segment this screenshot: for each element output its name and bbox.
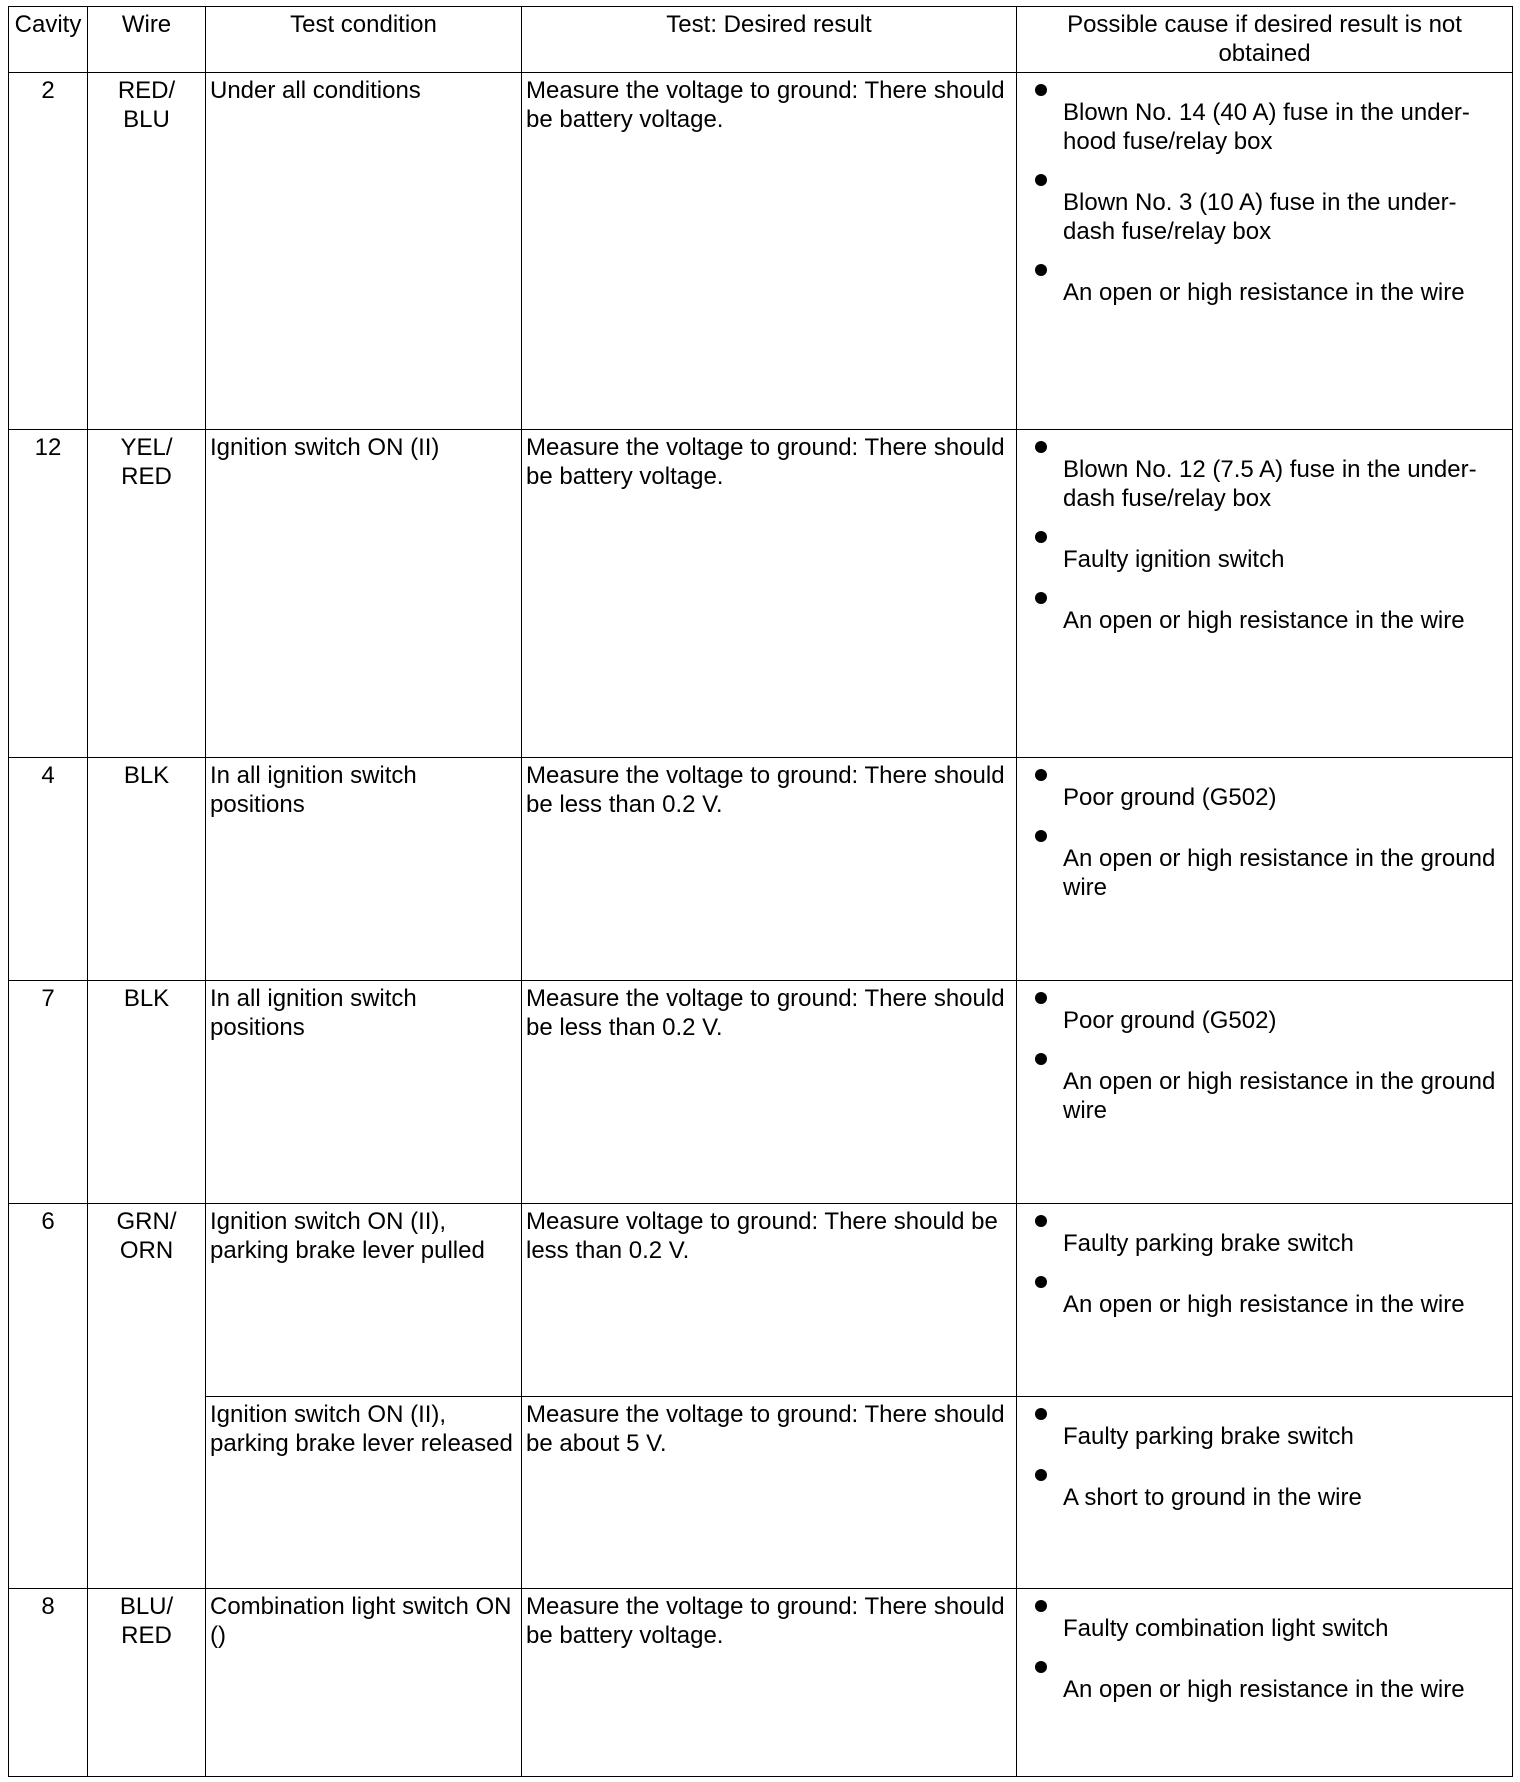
table-row (9, 981, 1513, 1204)
cause-item (1021, 1592, 1508, 1643)
cause-item (1021, 1653, 1508, 1704)
cause-item (1021, 1207, 1508, 1258)
condition-cell: Ignition switch ON (II) (206, 430, 522, 758)
cavity-cell: 4 (9, 758, 88, 981)
cause-text: Faulty ignition switch (1063, 546, 1285, 573)
wire-cell: YEL/ RED (88, 430, 206, 758)
wire-cell: BLU/ RED (88, 1589, 206, 1777)
result-cell: Measure the voltage to ground: There should be battery voltage. (522, 73, 1017, 430)
result-cell: Measure the voltage to ground: There should be less than 0.2 V. (522, 981, 1017, 1204)
bullet-icon (1021, 433, 1035, 455)
cause-cell (1017, 1204, 1513, 1397)
table-row (9, 1204, 1513, 1397)
cause-text: A short to ground in the wire (1063, 1484, 1362, 1511)
cause-cell (1017, 758, 1513, 981)
cause-item (1021, 166, 1508, 246)
result-cell: Measure the voltage to ground: There should be about 5 V. (522, 1397, 1017, 1589)
cause-item (1021, 1461, 1508, 1512)
cause-text: An open or high resistance in the ground wire (1063, 845, 1496, 901)
cause-text: Faulty combination light switch (1063, 1615, 1389, 1642)
cause-item (1021, 1045, 1508, 1125)
cause-item (1021, 256, 1508, 307)
cavity-cell: 8 (9, 1589, 88, 1777)
bullet-icon (1021, 76, 1035, 98)
bullet-icon (1021, 1268, 1035, 1290)
bullet-icon (1021, 1045, 1035, 1067)
header-possible-cause: Possible cause if desired result is not obtained (1017, 7, 1513, 73)
cause-item (1021, 1400, 1508, 1451)
cause-text: An open or high resistance in the wire (1063, 607, 1465, 634)
cause-cell (1017, 1397, 1513, 1589)
header-cavity: Cavity (9, 7, 88, 73)
cause-text: An open or high resistance in the wire (1063, 1676, 1465, 1703)
cause-item (1021, 822, 1508, 902)
bullet-icon (1021, 1400, 1035, 1422)
cause-text: An open or high resistance in the ground wire (1063, 1068, 1496, 1124)
cause-text: Blown No. 14 (40 A) fuse in the under-hood fuse/relay box (1063, 99, 1470, 155)
result-cell: Measure voltage to ground: There should be less than 0.2 V. (522, 1204, 1017, 1397)
condition-cell: Ignition switch ON (II), parking brake lever pulled (206, 1204, 522, 1397)
cause-text: An open or high resistance in the wire (1063, 1291, 1465, 1318)
condition-cell: Under all conditions (206, 73, 522, 430)
wire-cell: RED/ BLU (88, 73, 206, 430)
table-row (9, 758, 1513, 981)
table-row (9, 1397, 1513, 1589)
cause-text: An open or high resistance in the wire (1063, 279, 1465, 306)
bullet-icon (1021, 523, 1035, 545)
bullet-icon (1021, 761, 1035, 783)
cause-text: Poor ground (G502) (1063, 1007, 1277, 1034)
cause-cell (1017, 430, 1513, 758)
condition-cell: In all ignition switch positions (206, 981, 522, 1204)
wire-cell: BLK (88, 758, 206, 981)
bullet-icon (1021, 1653, 1035, 1675)
condition-cell: Combination light switch ON () (206, 1589, 522, 1777)
condition-cell: Ignition switch ON (II), parking brake lever released (206, 1397, 522, 1589)
bullet-icon (1021, 984, 1035, 1006)
cause-cell (1017, 73, 1513, 430)
bullet-icon (1021, 166, 1035, 188)
table-row (9, 1589, 1513, 1777)
cavity-cell: 12 (9, 430, 88, 758)
cavity-cell: 6 (9, 1204, 88, 1589)
cavity-cell: 7 (9, 981, 88, 1204)
wire-cell: BLK (88, 981, 206, 1204)
header-test-condition: Test condition (206, 7, 522, 73)
cavity-cell: 2 (9, 73, 88, 430)
header-row (9, 7, 1513, 73)
bullet-icon (1021, 1592, 1035, 1614)
bullet-icon (1021, 1207, 1035, 1229)
table-row (9, 73, 1513, 430)
cause-item (1021, 523, 1508, 574)
cause-item (1021, 584, 1508, 635)
bullet-icon (1021, 584, 1035, 606)
bullet-icon (1021, 256, 1035, 278)
condition-cell: In all ignition switch positions (206, 758, 522, 981)
result-cell: Measure the voltage to ground: There should be less than 0.2 V. (522, 758, 1017, 981)
bullet-icon (1021, 1461, 1035, 1483)
cause-item (1021, 433, 1508, 513)
header-wire: Wire (88, 7, 206, 73)
cause-cell (1017, 1589, 1513, 1777)
bullet-icon (1021, 822, 1035, 844)
cause-item (1021, 761, 1508, 812)
cause-cell (1017, 981, 1513, 1204)
table-row (9, 430, 1513, 758)
cause-text: Faulty parking brake switch (1063, 1230, 1354, 1257)
cause-item (1021, 1268, 1508, 1319)
result-cell: Measure the voltage to ground: There should be battery voltage. (522, 1589, 1017, 1777)
cause-text: Blown No. 12 (7.5 A) fuse in the under-dash fuse/relay box (1063, 456, 1477, 512)
connector-test-table (8, 6, 1513, 1777)
cause-item (1021, 76, 1508, 156)
cause-text: Blown No. 3 (10 A) fuse in the under-dash fuse/relay box (1063, 189, 1457, 245)
cause-item (1021, 984, 1508, 1035)
wire-cell: GRN/ ORN (88, 1204, 206, 1589)
cause-text: Poor ground (G502) (1063, 784, 1277, 811)
cause-text: Faulty parking brake switch (1063, 1423, 1354, 1450)
result-cell: Measure the voltage to ground: There should be battery voltage. (522, 430, 1017, 758)
header-desired-result: Test: Desired result (522, 7, 1017, 73)
